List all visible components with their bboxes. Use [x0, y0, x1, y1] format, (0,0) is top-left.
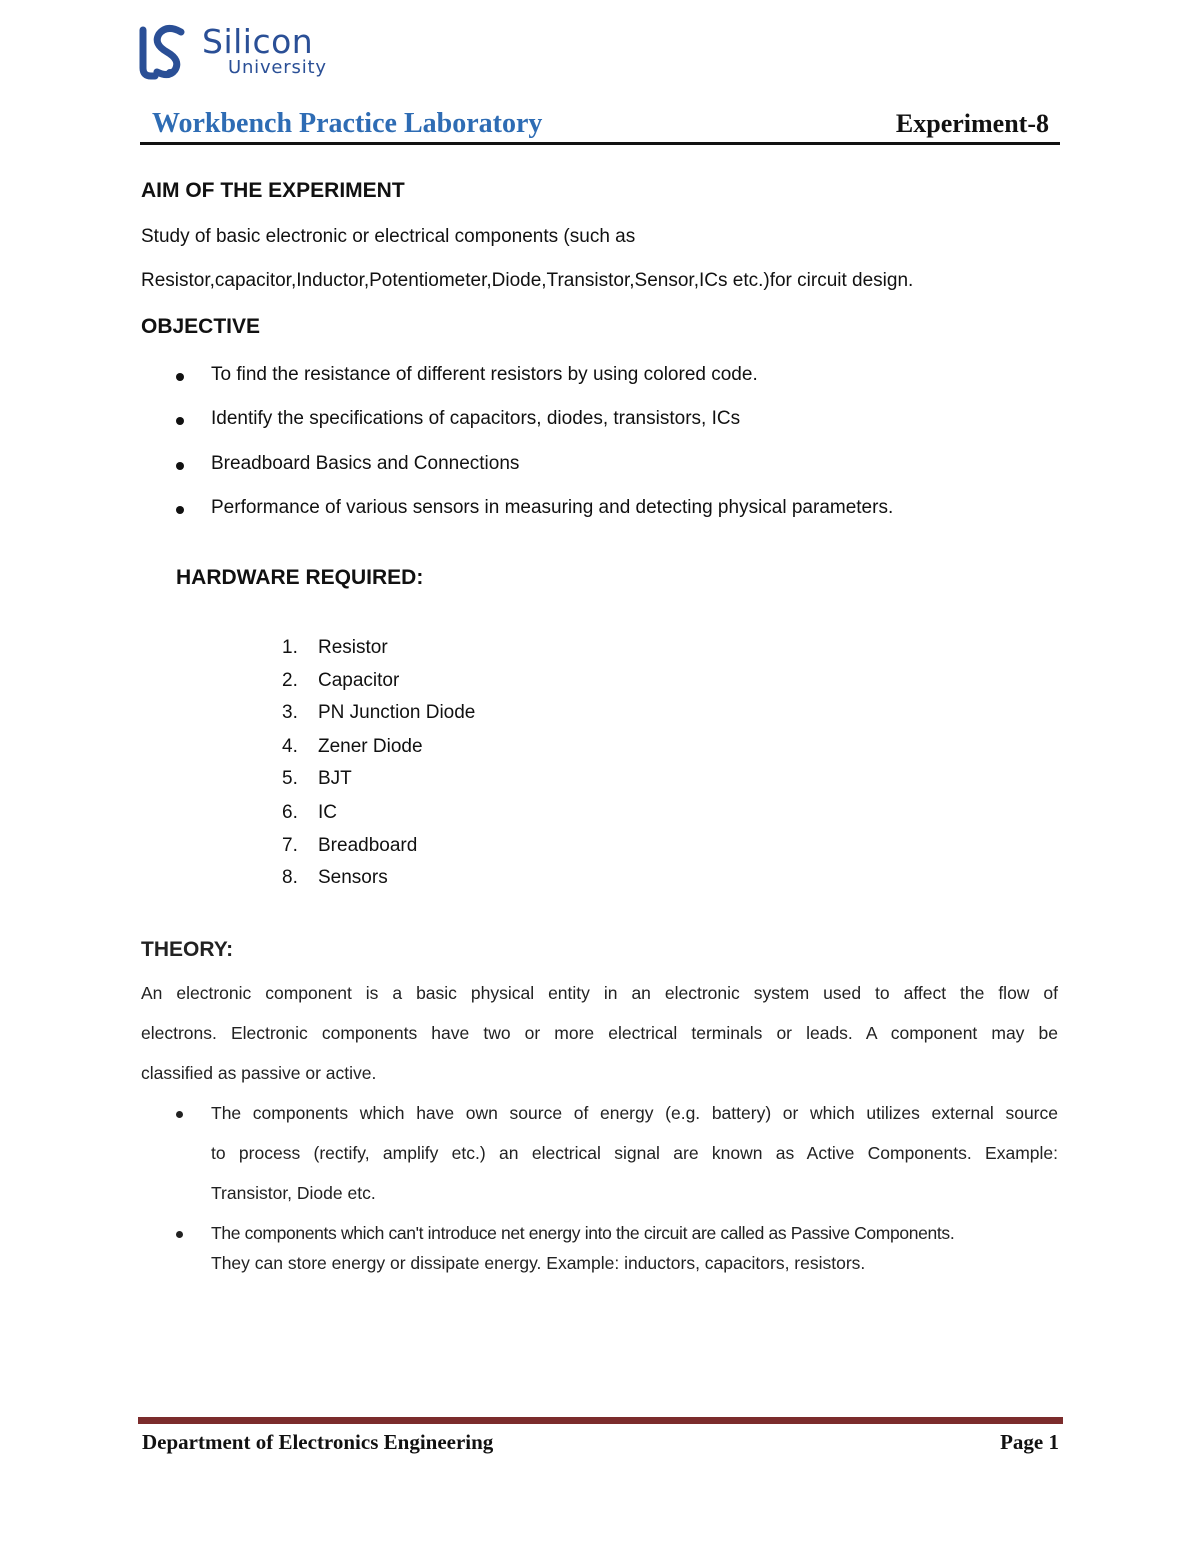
hardware-item-text: Sensors [318, 867, 388, 888]
hardware-list-item [0, 736, 1200, 766]
silicon-university-logo-icon [137, 22, 197, 82]
footer-divider [138, 1417, 1063, 1424]
hardware-heading: HARDWARE REQUIRED: [176, 566, 424, 589]
hardware-list-item [0, 702, 1200, 732]
hardware-list-item [0, 867, 1200, 897]
list-number: 2. [282, 670, 298, 691]
active-components-line-1: The components which have own source of energy (e.g. battery) or which utilizes external source [211, 1103, 1058, 1123]
objective-heading: OBJECTIVE [141, 315, 261, 338]
aim-text-line-2: Resistor,capacitor,Inductor,Potentiometer,Diode,Transistor,Sensor,ICs etc.)for circuit design. [141, 270, 914, 291]
list-number: 8. [282, 867, 298, 888]
bullet-icon [176, 1111, 183, 1118]
objective-item-text: Identify the specifications of capacitors, diodes, transistors, ICs [211, 408, 741, 429]
theory-para-line-2: electrons. Electronic components have two or more electrical terminals or leads. A component may be [141, 1023, 1058, 1043]
hardware-list-item [0, 802, 1200, 832]
theory-para-line-1: An electronic component is a basic physical entity in an electronic system used to affect the flow of [141, 983, 1058, 1003]
logo-wordmark-silicon: Silicon [202, 22, 314, 61]
active-components-line-2: to process (rectify, amplify etc.) an electrical signal are known as Active Components. Example: [211, 1143, 1058, 1163]
hardware-list-item [0, 670, 1200, 700]
list-number: 6. [282, 802, 298, 823]
hardware-item-text: Capacitor [318, 670, 400, 691]
footer-department: Department of Electronics Engineering [142, 1430, 494, 1454]
hardware-item-text: BJT [318, 768, 352, 789]
list-number: 3. [282, 702, 298, 723]
objective-item-text: Breadboard Basics and Connections [211, 453, 520, 474]
aim-heading: AIM OF THE EXPERIMENT [141, 179, 405, 202]
passive-components-line-2: They can store energy or dissipate energy. Example: inductors, capacitors, resistors. [211, 1253, 866, 1273]
list-number: 7. [282, 835, 298, 856]
lab-title: Workbench Practice Laboratory [152, 108, 543, 139]
hardware-item-text: Breadboard [318, 835, 418, 856]
experiment-number: Experiment-8 [895, 109, 1049, 138]
bullet-icon [176, 462, 184, 470]
list-number: 1. [282, 637, 298, 658]
passive-components-line-1: The components which can't introduce net energy into the circuit are called as Passive Components. [211, 1223, 955, 1243]
hardware-item-text: PN Junction Diode [318, 702, 476, 723]
hardware-item-text: Zener Diode [318, 736, 423, 757]
list-number: 5. [282, 768, 298, 789]
hardware-list-item [0, 835, 1200, 865]
hardware-list-item [0, 768, 1200, 798]
page-number: Page 1 [1000, 1430, 1059, 1454]
theory-para-line-3: classified as passive or active. [141, 1063, 377, 1083]
bullet-icon [176, 417, 184, 425]
theory-heading: THEORY: [141, 938, 234, 961]
hardware-item-text: IC [318, 802, 337, 823]
hardware-list-item [0, 637, 1200, 667]
bullet-icon [176, 373, 184, 381]
hardware-item-text: Resistor [318, 637, 388, 658]
bullet-icon [176, 506, 184, 514]
aim-text-line-1: Study of basic electronic or electrical components (such as [141, 226, 636, 247]
objective-item-text: Performance of various sensors in measuring and detecting physical parameters. [211, 497, 894, 518]
logo-wordmark-university: University [228, 57, 327, 78]
bullet-icon [176, 1231, 183, 1238]
list-number: 4. [282, 736, 298, 757]
objective-item-text: To find the resistance of different resistors by using colored code. [211, 364, 758, 385]
header-divider [140, 142, 1060, 145]
active-components-line-3: Transistor, Diode etc. [211, 1183, 376, 1203]
